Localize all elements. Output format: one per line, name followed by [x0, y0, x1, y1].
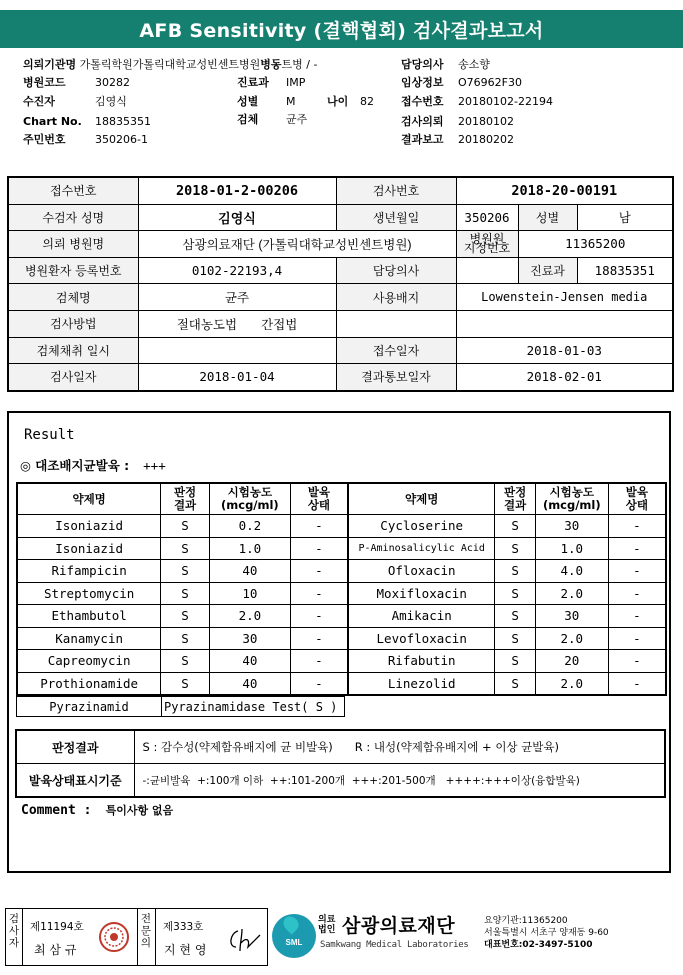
- method1: 절대농도법: [176, 317, 238, 332]
- judge-value: S: [161, 605, 210, 628]
- control-growth-value: +++: [143, 458, 166, 473]
- doctor-value: 송소향: [458, 58, 490, 71]
- dob-value: 350206: [456, 204, 518, 231]
- dept-value-cell: 18835351: [577, 257, 673, 284]
- col-drug: 약제명: [17, 483, 161, 515]
- growth-value: -: [290, 650, 348, 673]
- growth-value: -: [608, 672, 666, 695]
- table-row: [8, 310, 673, 337]
- result-title: Result: [24, 427, 75, 443]
- conc-value: 4.0: [535, 560, 608, 583]
- receipt-no-value: 2018-01-2-00206: [138, 177, 336, 204]
- id-label: 주민번호: [23, 133, 66, 146]
- comment: [21, 802, 173, 818]
- pza-result: Pyrazinamidase Test( S ): [162, 697, 345, 717]
- specimen-value-cell: 균주: [138, 284, 336, 311]
- dept-label: 진료과: [237, 76, 269, 89]
- pza-table: [16, 696, 345, 717]
- drug-name: Ofloxacin: [348, 560, 495, 583]
- reviewer-label: [137, 909, 156, 965]
- col-growth-2: 발육 상태: [608, 483, 666, 515]
- growth-value: -: [290, 515, 348, 538]
- dept-label-cell: 진료과: [518, 257, 577, 284]
- received-label: 접수일자: [336, 337, 456, 364]
- table-row: [8, 177, 673, 204]
- growth-value: -: [608, 560, 666, 583]
- table-row: [17, 627, 666, 650]
- corp-info: [484, 915, 609, 951]
- hospital-id-value: 11365200: [518, 231, 673, 258]
- judge-value: S: [161, 627, 210, 650]
- inspector-no: 제11194호: [30, 921, 84, 933]
- legend-growth-value: -:균비발육 +:100개 이하 ++:101-200개 +++:201-500개 ++++:+++이상(융합발육): [134, 764, 665, 798]
- growth-value: -: [290, 582, 348, 605]
- conc-value: 0.2: [209, 515, 290, 538]
- legend-table: [15, 729, 666, 798]
- judge-value: S: [161, 650, 210, 673]
- seal-icon: [98, 921, 130, 953]
- test-no-label: 검사번호: [336, 177, 456, 204]
- growth-value: -: [608, 650, 666, 673]
- growth-value: -: [290, 627, 348, 650]
- col-drug-2: 약제명: [348, 483, 495, 515]
- legend-growth-label: 발육상태표시기준: [16, 764, 134, 798]
- corp-prefix: 의료 법인: [318, 915, 336, 935]
- hospital-code-value: 30282: [95, 76, 130, 89]
- sex-label-cell: 성별: [518, 204, 577, 231]
- notify-label: 결과통보일자: [336, 364, 456, 391]
- judge-value: S: [495, 605, 535, 628]
- reviewer-no: 제333호: [163, 921, 204, 933]
- pza-drug: Pyrazinamid: [17, 697, 162, 717]
- drug-name: Cycloserine: [348, 515, 495, 538]
- drug-name: Linezolid: [348, 672, 495, 695]
- inspector-label-text: 검사자: [8, 913, 20, 949]
- reg-value: 0102-22193,4: [138, 257, 336, 284]
- control-growth-label: ◎ 대조배지균발육 :: [20, 458, 130, 473]
- judge-value: S: [495, 582, 535, 605]
- table-row: [17, 650, 666, 673]
- report-title: AFB Sensitivity (결핵협회) 검사결과보고서: [0, 10, 683, 48]
- name-value: 김영식: [138, 204, 336, 231]
- judge-value: S: [161, 672, 210, 695]
- col-growth: 발육 상태: [290, 483, 348, 515]
- conc-value: 30: [535, 605, 608, 628]
- conc-value: 40: [209, 672, 290, 695]
- institution-label: 의뢰기관명: [23, 58, 77, 71]
- conc-value: 30: [209, 627, 290, 650]
- result-section: [7, 411, 671, 873]
- table-row: [8, 284, 673, 311]
- signature-icon: [226, 925, 262, 955]
- growth-value: -: [290, 537, 348, 560]
- comment-label: Comment :: [21, 803, 92, 818]
- drug-name: Moxifloxacin: [348, 582, 495, 605]
- collect-value: [138, 337, 336, 364]
- dept-value: IMP: [286, 76, 306, 89]
- method-empty-2: [456, 310, 673, 337]
- col-conc: 시험농도 (mcg/ml): [209, 483, 290, 515]
- growth-value: -: [290, 560, 348, 583]
- conc-value: 1.0: [535, 537, 608, 560]
- table-row: [17, 672, 666, 695]
- method-label: 검사방법: [8, 310, 138, 337]
- receipt-value: 20180102-22194: [458, 95, 553, 108]
- control-growth: [20, 456, 166, 474]
- ward-label: 병동: [260, 58, 282, 71]
- table-row: [17, 605, 666, 628]
- inspector-label: [6, 909, 23, 965]
- drug-name: Isoniazid: [17, 537, 161, 560]
- conc-value: 40: [209, 560, 290, 583]
- judge-value: S: [495, 515, 535, 538]
- media-label: 사용배지: [336, 284, 456, 311]
- chart-value: 18835351: [95, 115, 151, 128]
- hospital-code-label: 병원코드: [23, 76, 66, 89]
- institution-value: 가톨릭학원가톨릭대학교성빈센트병원: [79, 58, 261, 71]
- judge-value: S: [495, 650, 535, 673]
- conc-value: 1.0: [209, 537, 290, 560]
- drug-name: Rifabutin: [348, 650, 495, 673]
- table-row: [8, 364, 673, 391]
- request-value: 20180102: [458, 115, 514, 128]
- judge-value: S: [495, 672, 535, 695]
- receipt-label: 접수번호: [401, 95, 444, 108]
- corp-addr: 서울특별시 서초구 양재동 9-60: [484, 928, 609, 938]
- header-left: [23, 58, 317, 71]
- corp-code: 요양기관:11365200: [484, 916, 568, 926]
- judge-value: S: [161, 537, 210, 560]
- logo-drop-icon: [280, 913, 301, 934]
- sml-logo-icon: [272, 914, 316, 958]
- test-date-label: 검사일자: [8, 364, 138, 391]
- test-no-value: 2018-20-00191: [456, 177, 673, 204]
- conc-value: 2.0: [209, 605, 290, 628]
- col-conc-2: 시험농도 (mcg/ml): [535, 483, 608, 515]
- drug-name: Ethambutol: [17, 605, 161, 628]
- growth-value: -: [608, 627, 666, 650]
- conc-value: 40: [209, 650, 290, 673]
- judge-value: S: [161, 515, 210, 538]
- conc-value: 30: [535, 515, 608, 538]
- receipt-no-label: 접수번호: [8, 177, 138, 204]
- drug-name: Prothionamide: [17, 672, 161, 695]
- table-row: [8, 204, 673, 231]
- drug-name: Capreomycin: [17, 650, 161, 673]
- dob-label: 생년월일: [336, 204, 456, 231]
- table-row: [17, 697, 345, 717]
- media-value: Lowenstein-Jensen media: [456, 284, 673, 311]
- judge-value: S: [495, 627, 535, 650]
- growth-value: -: [608, 582, 666, 605]
- table-row: [8, 231, 673, 258]
- hospital-value: 삼광의료재단 (가톨릭대학교성빈센트병원): [138, 231, 456, 258]
- reviewer-name: 지 현 영: [164, 943, 207, 957]
- logo-text: SML: [285, 938, 303, 947]
- reviewer-label-text: 전문의: [140, 913, 152, 949]
- method-value: [138, 310, 336, 337]
- doctor-value-cell: [456, 257, 518, 284]
- patient-label: 수진자: [23, 95, 55, 108]
- report-label: 결과보고: [401, 133, 444, 146]
- report-value: 20180202: [458, 133, 514, 146]
- table-row: [17, 582, 666, 605]
- received-value: 2018-01-03: [456, 337, 673, 364]
- drug-name: P-Aminosalicylic Acid: [348, 537, 495, 560]
- specimen-value: 균주: [286, 113, 308, 126]
- growth-value: -: [608, 605, 666, 628]
- table-row: [16, 764, 665, 798]
- corp-name: 삼광의료재단: [342, 915, 456, 937]
- conc-value: 20: [535, 650, 608, 673]
- table-header-row: [17, 483, 666, 515]
- drug-name: Isoniazid: [17, 515, 161, 538]
- doctor-label-cell: 담당의사: [336, 257, 456, 284]
- table-row: [17, 515, 666, 538]
- conc-value: 10: [209, 582, 290, 605]
- comment-value: 특이사항 없음: [105, 804, 174, 817]
- growth-value: -: [608, 537, 666, 560]
- drug-name: Streptomycin: [17, 582, 161, 605]
- col-judge-2: 판정 결과: [495, 483, 535, 515]
- sex-label: 성별: [237, 95, 259, 108]
- corp-tel: 대표번호:02-3497-5100: [484, 940, 593, 950]
- drug-name: Amikacin: [348, 605, 495, 628]
- request-label: 검사의뢰: [401, 115, 444, 128]
- judge-value: S: [161, 560, 210, 583]
- judge-value: S: [495, 560, 535, 583]
- table-row: [16, 730, 665, 764]
- growth-value: -: [290, 605, 348, 628]
- signature-block: [5, 908, 268, 966]
- legend-judge-value: S : 감수성(약제함유배지에 균 비발육) R : 내성(약제함유배지에 + 이상 균발육): [134, 730, 665, 764]
- conc-value: 2.0: [535, 627, 608, 650]
- method-empty: [336, 310, 456, 337]
- name-label: 수검자 성명: [8, 204, 138, 231]
- specimen-label-cell: 검체명: [8, 284, 138, 311]
- legend-judge-label: 판정결과: [16, 730, 134, 764]
- hospital-id-label: 병원원 지정번호: [456, 231, 518, 258]
- judge-value: S: [161, 582, 210, 605]
- table-row: [17, 537, 666, 560]
- drug-sensitivity-table: [16, 482, 667, 696]
- test-date-value: 2018-01-04: [138, 364, 336, 391]
- col-judge: 판정 결과: [161, 483, 210, 515]
- reg-label: 병원환자 등록번호: [8, 257, 138, 284]
- sex-value-cell: 남: [577, 204, 673, 231]
- table-row: [8, 257, 673, 284]
- conc-value: 2.0: [535, 582, 608, 605]
- table-row: [17, 560, 666, 583]
- id-value: 350206-1: [95, 133, 148, 146]
- notify-value: 2018-02-01: [456, 364, 673, 391]
- sex-value: M: [286, 95, 296, 108]
- collect-label: 검체채취 일시: [8, 337, 138, 364]
- drug-name: Rifampicin: [17, 560, 161, 583]
- patient-value: 김영식: [95, 95, 127, 108]
- specimen-label: 검체: [237, 113, 259, 126]
- age-label: 나이: [327, 95, 349, 108]
- conc-value: 2.0: [535, 672, 608, 695]
- inspector-name: 최 삼 규: [34, 943, 77, 957]
- drug-name: Levofloxacin: [348, 627, 495, 650]
- age-value: 82: [360, 95, 374, 108]
- drug-name: Kanamycin: [17, 627, 161, 650]
- growth-value: -: [290, 672, 348, 695]
- clinical-label: 임상정보: [401, 76, 444, 89]
- patient-info-table: [7, 176, 674, 392]
- hospital-label: 의뢰 병원명: [8, 231, 138, 258]
- corp-en: Samkwang Medical Laboratories: [320, 940, 469, 950]
- method2: 간접법: [261, 317, 298, 332]
- growth-value: -: [608, 515, 666, 538]
- judge-value: S: [495, 537, 535, 560]
- chart-label: Chart No.: [23, 115, 82, 128]
- doctor-label: 담당의사: [401, 58, 444, 71]
- clinical-value: O76962F30: [458, 76, 522, 89]
- table-row: [8, 337, 673, 364]
- ward-value: 트병 / -: [281, 58, 318, 71]
